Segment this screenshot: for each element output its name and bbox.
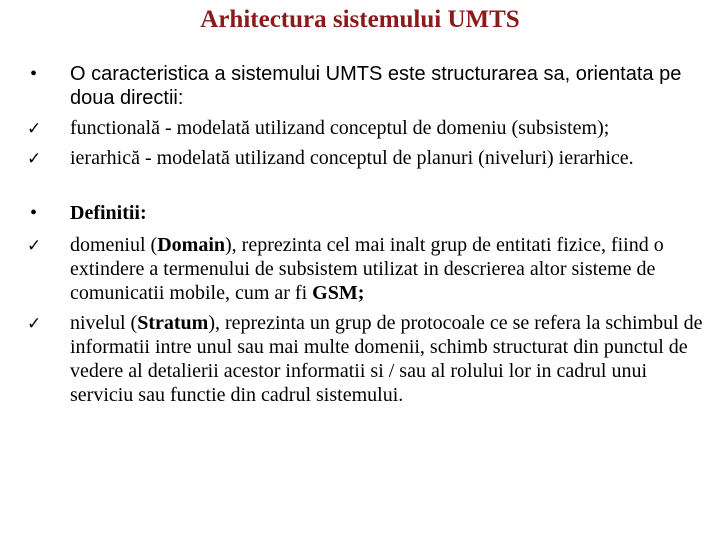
- term-gsm: GSM;: [312, 282, 365, 304]
- checkmark-icon: ✓: [27, 149, 42, 169]
- term-domain: Domain: [157, 234, 226, 256]
- check-text: ierarhică - modelată utilizand conceptul de planuri (niveluri) ierarhice.: [70, 147, 634, 169]
- bullet-icon: •: [30, 63, 38, 85]
- check-text: domeniul (Domain), reprezinta cel mai inalt grup de entitati fizice, fiind o extindere a termenului de subsistem utilizat in descrierea altor sisteme de comunicatii mobile, cum ar fi GSM;: [70, 234, 664, 304]
- check-text: functională - modelată utilizand conceptul de domeniu (subsistem);: [70, 117, 610, 139]
- checkmark-icon: ✓: [27, 314, 42, 334]
- bullet-icon: •: [30, 202, 38, 224]
- section-heading: Definitii:: [70, 202, 147, 224]
- checkmark-icon: ✓: [27, 119, 42, 139]
- slide-title: Arhitectura sistemului UMTS: [200, 6, 520, 33]
- term-stratum: Stratum: [137, 312, 209, 334]
- check-text: nivelul (Stratum), reprezinta un grup de protocoale ce se refera la schimbul de informatii intre unul sau mai multe domenii, schimb structurat din punctul de vedere al detalierii acestor informatii si / sau al rolului lor in cadrul unui serviciu sau functie din cadrul sistemului.: [70, 312, 703, 406]
- checkmark-icon: ✓: [27, 236, 42, 256]
- bullet-text: O caracteristica a sistemului UMTS este structurarea sa, orientata pe doua directii:: [70, 63, 682, 109]
